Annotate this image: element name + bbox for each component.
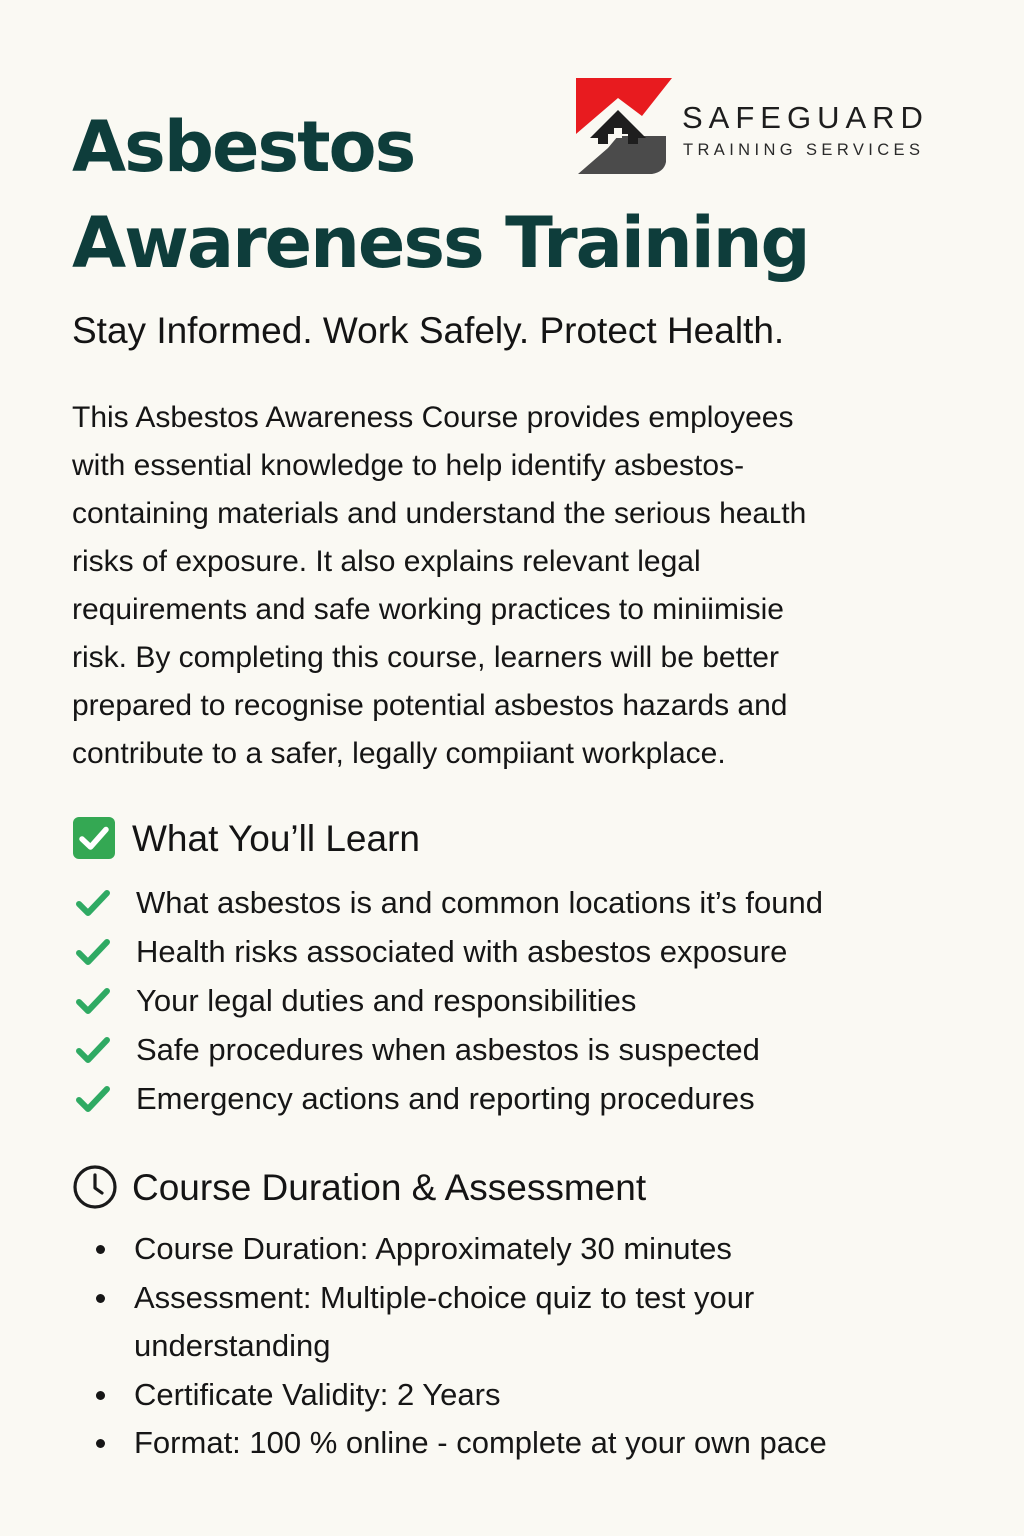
course-description	[72, 394, 952, 778]
list-item-label: Format: 100 % online - complete at your own pace	[134, 1425, 827, 1460]
list-item	[76, 1025, 823, 1074]
description-line: risk. By completing this course, learners will be better	[72, 641, 779, 674]
check-icon	[76, 1035, 110, 1065]
bullet-icon	[96, 1294, 105, 1303]
list-item	[76, 1074, 823, 1123]
list-item	[96, 1225, 827, 1274]
bullet-icon	[96, 1439, 105, 1448]
description-line: containing materials and understand the serious heaʟth	[72, 497, 807, 530]
list-item	[96, 1419, 827, 1468]
description-line: This Asbestos Awareness Course provides employees	[72, 401, 794, 434]
logo-brand-name: SAFEGUARD	[682, 100, 929, 135]
list-item	[76, 927, 823, 976]
list-item-label-continued: understanding	[134, 1328, 331, 1363]
learn-heading: What You’ll Learn	[132, 817, 420, 859]
description-line: contribute to a safer, legally compiiant workplace.	[72, 737, 726, 770]
list-item	[96, 1371, 827, 1420]
list-item	[76, 878, 823, 927]
list-item-label: Safe procedures when asbestos is suspected	[136, 1031, 760, 1067]
learn-section-heading	[72, 816, 420, 860]
check-box-icon	[72, 816, 116, 860]
list-item-label: Course Duration: Approximately 30 minutes	[134, 1231, 732, 1266]
description-line: with essential knowledge to help identify asbestos-	[72, 449, 745, 482]
course-details-list	[96, 1225, 827, 1468]
page-title-line-2: Awareness Training	[72, 202, 809, 284]
tagline: Stay Informed. Work Safely. Protect Health.	[72, 310, 785, 351]
safeguard-s-house-logo-icon	[572, 76, 674, 178]
list-item-label: Emergency actions and reporting procedures	[136, 1080, 755, 1116]
logo-subtitle: TRAINING SERVICES	[683, 141, 925, 159]
description-line: prepared to recognise potential asbestos hazards and	[72, 689, 788, 722]
learn-list	[76, 878, 823, 1123]
list-item-label: What asbestos is and common locations it’s found	[136, 884, 823, 920]
bullet-icon	[96, 1391, 105, 1400]
description-line: risks of exposure. It also explains relevant legal	[72, 545, 701, 578]
list-item-label: Your legal duties and responsibilities	[136, 982, 637, 1018]
list-item-label: Health risks associated with asbestos exposure	[136, 933, 788, 969]
list-item-label: Assessment: Multiple-choice quiz to test your	[134, 1279, 755, 1315]
list-item	[76, 976, 823, 1025]
page-title-line-1: Asbestos	[72, 106, 415, 188]
description-line: requirements and safe working practices to miniimisie	[72, 593, 784, 626]
list-item	[96, 1274, 827, 1371]
check-icon	[76, 888, 110, 918]
check-icon	[76, 986, 110, 1016]
course-heading: Course Duration & Assessment	[132, 1166, 647, 1208]
clock-icon	[72, 1164, 118, 1210]
safeguard-logo	[572, 76, 972, 180]
check-icon	[76, 937, 110, 967]
course-section-heading	[72, 1164, 646, 1210]
bullet-icon	[96, 1245, 105, 1254]
check-icon	[76, 1084, 110, 1114]
list-item-label: Certificate Validity: 2 Years	[134, 1376, 501, 1412]
